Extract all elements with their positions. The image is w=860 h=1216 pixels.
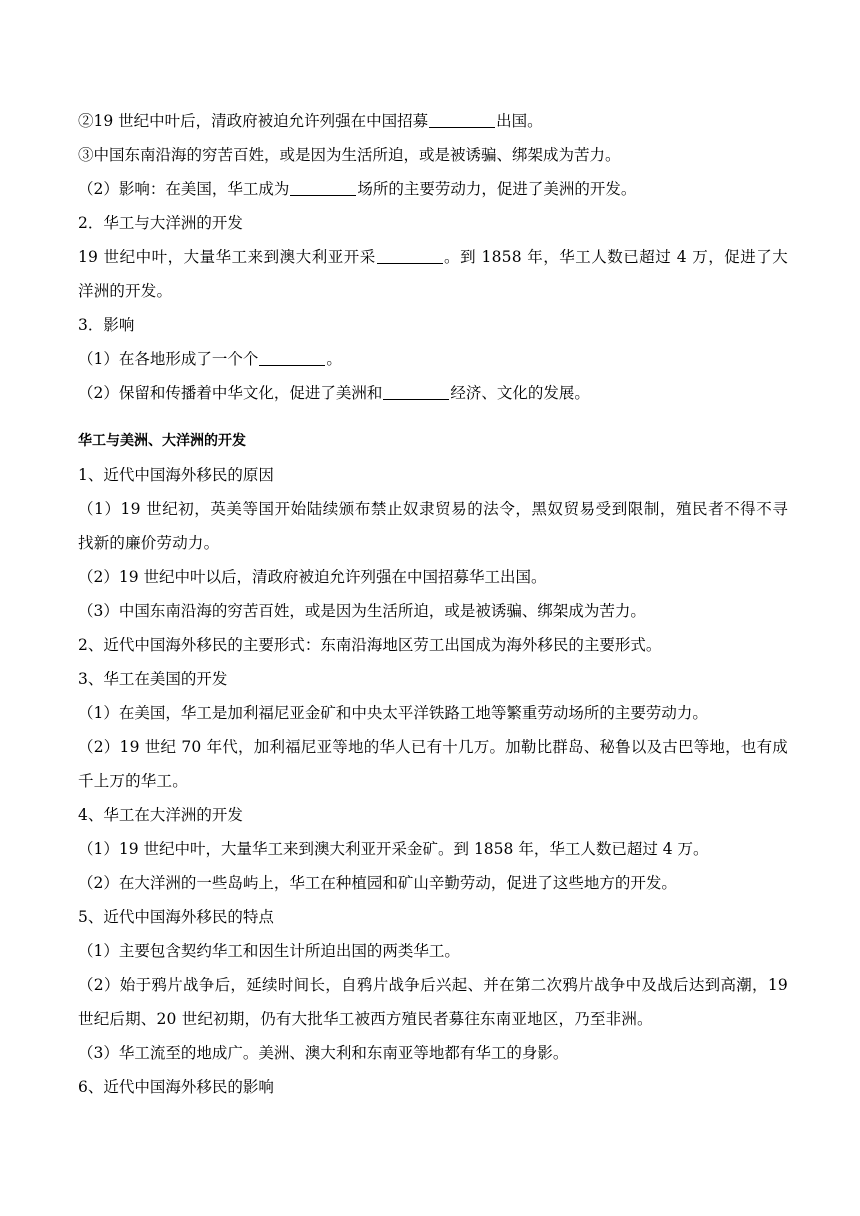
text-segment: 经济、文化的发展。: [450, 384, 590, 402]
section-heading: 4、华工在大洋洲的开发: [78, 806, 243, 824]
text-line: （1）19 世纪中叶，大量华工来到澳大利亚开采金矿。到 1858 年，华工人数已超过 4 万。: [78, 840, 709, 858]
text-line: （2）在大洋洲的一些岛屿上，华工在种植园和矿山辛勤劳动，促进了这些地方的开发。: [78, 874, 677, 892]
text-line: （3）中国东南沿海的穷苦百姓，或是因为生活所迫，或是被诱骗、绑架成为苦力。: [78, 602, 646, 620]
text-segment: ②19 世纪中叶后，清政府被迫允许列强在中国招募: [78, 112, 429, 130]
section-heading: 2．华工与大洋洲的开发: [78, 214, 243, 232]
section-heading: 1、近代中国海外移民的原因: [78, 466, 274, 484]
notes-section: [78, 424, 788, 1104]
fill-in-section: [78, 104, 788, 410]
text-segment: （2）影响：在美国，华工成为: [78, 180, 290, 198]
text-line: [78, 342, 788, 376]
text-line: （1）在美国，华工是加利福尼亚金矿和中央太平洋铁路工地等繁重劳动场所的主要劳动力。: [78, 704, 708, 722]
section-heading: 3、华工在美国的开发: [78, 670, 228, 688]
text-line: [78, 104, 788, 138]
text-line: ③中国东南沿海的穷苦百姓，或是因为生活所迫，或是被诱骗、绑架成为苦力。: [78, 146, 621, 164]
section-heading: 5、近代中国海外移民的特点: [78, 908, 274, 926]
answer-blank[interactable]: [429, 109, 495, 128]
section-heading: 3．影响: [78, 316, 135, 334]
text-line: [78, 172, 788, 206]
text-paragraph: （2）19 世纪 70 年代，加利福尼亚等地的华人已有十几万。加勒比群岛、秘鲁以及古巴等地，也有成千上万的华工。: [78, 738, 788, 790]
text-segment: 。到 1858 年，华工人数已超过 4 万，促进了大洋洲的开发。: [78, 248, 788, 300]
text-line: （1）主要包含契约华工和因生计所迫出国的两类华工。: [78, 942, 460, 960]
answer-blank[interactable]: [290, 177, 356, 196]
notes-heading: 华工与美洲、大洋洲的开发: [78, 433, 246, 449]
text-paragraph: [78, 240, 788, 308]
answer-blank[interactable]: [383, 381, 449, 400]
text-segment: （2）保留和传播着中华文化，促进了美洲和: [78, 384, 383, 402]
text-line: [78, 376, 788, 410]
text-segment: 19 世纪中叶，大量华工来到澳大利亚开采: [78, 248, 376, 266]
text-segment: 出国。: [496, 112, 543, 130]
text-line: （2）19 世纪中叶以后，清政府被迫允许列强在中国招募华工出国。: [78, 568, 547, 586]
text-segment: （1）在各地形成了一个个: [78, 350, 259, 368]
text-line: （3）华工流至的地成广。美洲、澳大利和东南亚等地都有华工的身影。: [78, 1044, 569, 1062]
text-paragraph: （2）始于鸦片战争后，延续时间长，自鸦片战争后兴起、并在第二次鸦片战争中及战后达到高潮，19 世纪后期、20 世纪初期，仍有大批华工被西方殖民者募往东南亚地区，乃至非洲。: [78, 976, 788, 1028]
text-segment: 场所的主要劳动力，促进了美洲的开发。: [357, 180, 637, 198]
text-segment: 。: [326, 350, 342, 368]
section-heading: 2、近代中国海外移民的主要形式：东南沿海地区劳工出国成为海外移民的主要形式。: [78, 636, 662, 654]
answer-blank[interactable]: [377, 245, 443, 264]
section-heading: 6、近代中国海外移民的影响: [78, 1078, 274, 1096]
text-paragraph: （1）19 世纪初，英美等国开始陆续颁布禁止奴隶贸易的法令，黑奴贸易受到限制，殖民者不得不寻找新的廉价劳动力。: [78, 500, 788, 552]
answer-blank[interactable]: [259, 347, 325, 366]
